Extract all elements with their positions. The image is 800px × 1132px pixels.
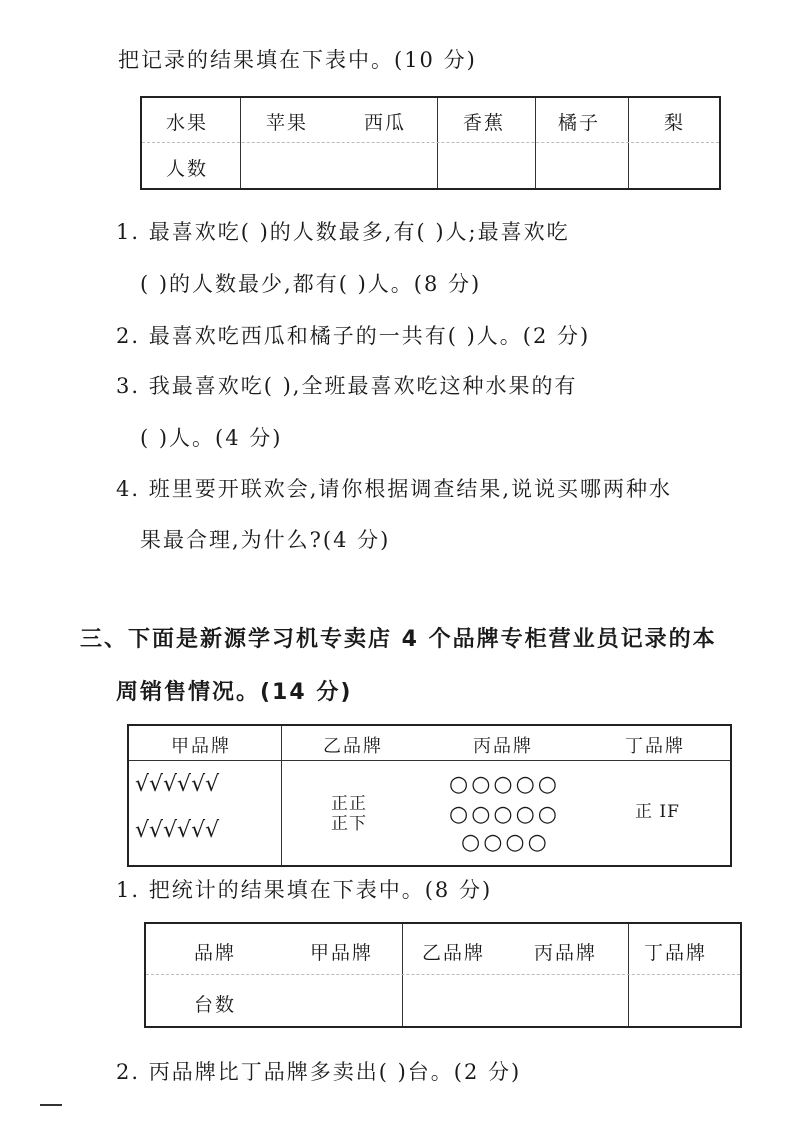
tally-jia-row-1: √√√√√√ xyxy=(135,772,220,797)
fruit-orange: 橘子 xyxy=(558,112,601,134)
count-table-bing: 丙品牌 xyxy=(534,942,598,964)
tally-jia-row-2: √√√√√√ xyxy=(135,818,220,843)
section-3-heading-line-1: 三、下面是新源学习机专卖店 4 个品牌专柜营业员记录的本 xyxy=(80,627,717,652)
count-table-jia: 甲品牌 xyxy=(310,942,374,964)
question-3-line-2: ( )人。(4 分) xyxy=(140,426,283,450)
tally-table xyxy=(127,724,732,867)
count-row-label: 人数 xyxy=(166,158,209,180)
count-table-brand-label: 品牌 xyxy=(194,942,237,964)
tally-bing-row-2: ○○○○○ xyxy=(449,802,560,827)
count-table xyxy=(144,922,742,1028)
tally-header-jia: 甲品牌 xyxy=(171,736,231,757)
count-table-count-label: 台数 xyxy=(194,994,237,1016)
question-3-line-1: 3. 我最喜欢吃( ),全班最喜欢吃这种水果的有 xyxy=(116,374,578,398)
fruit-banana: 香蕉 xyxy=(463,112,506,134)
question-1-line-1: 1. 最喜欢吃( )的人数最多,有( )人;最喜欢吃 xyxy=(116,220,570,244)
tally-header-bing: 丙品牌 xyxy=(473,736,533,757)
question-4-line-1: 4. 班里要开联欢会,请你根据调查结果,说说买哪两种水 xyxy=(116,477,673,501)
tally-header-yi: 乙品牌 xyxy=(323,736,383,757)
section-3-question-1: 1. 把统计的结果填在下表中。(8 分) xyxy=(116,878,493,902)
section-3-question-2: 2. 丙品牌比丁品牌多卖出( )台。(2 分) xyxy=(116,1060,522,1084)
question-4-line-2: 果最合理,为什么?(4 分) xyxy=(140,528,391,552)
tally-yi-row-1: 正正 xyxy=(331,794,367,814)
count-table-ding: 丁品牌 xyxy=(644,942,708,964)
tally-bing-row-1: ○○○○○ xyxy=(449,772,560,797)
fruit-pear: 梨 xyxy=(664,112,686,134)
count-table-yi: 乙品牌 xyxy=(422,942,486,964)
question-1-line-2: ( )的人数最少,都有( )人。(8 分) xyxy=(140,272,482,296)
page-corner-mark xyxy=(40,1104,62,1106)
fruit-apple: 苹果 xyxy=(266,112,309,134)
tally-ding: 正 IF xyxy=(635,802,680,822)
fruit-row-label: 水果 xyxy=(166,112,209,134)
tally-header-ding: 丁品牌 xyxy=(625,736,685,757)
fruit-watermelon: 西瓜 xyxy=(364,112,407,134)
fruit-table xyxy=(140,96,721,190)
section-3-heading-line-2: 周销售情况。(14 分) xyxy=(116,680,353,705)
intro-line: 把记录的结果填在下表中。(10 分) xyxy=(118,48,477,72)
tally-yi-row-2: 正下 xyxy=(331,814,367,834)
tally-bing-row-3: ○○○○ xyxy=(461,830,550,855)
question-2: 2. 最喜欢吃西瓜和橘子的一共有( )人。(2 分) xyxy=(116,324,591,348)
